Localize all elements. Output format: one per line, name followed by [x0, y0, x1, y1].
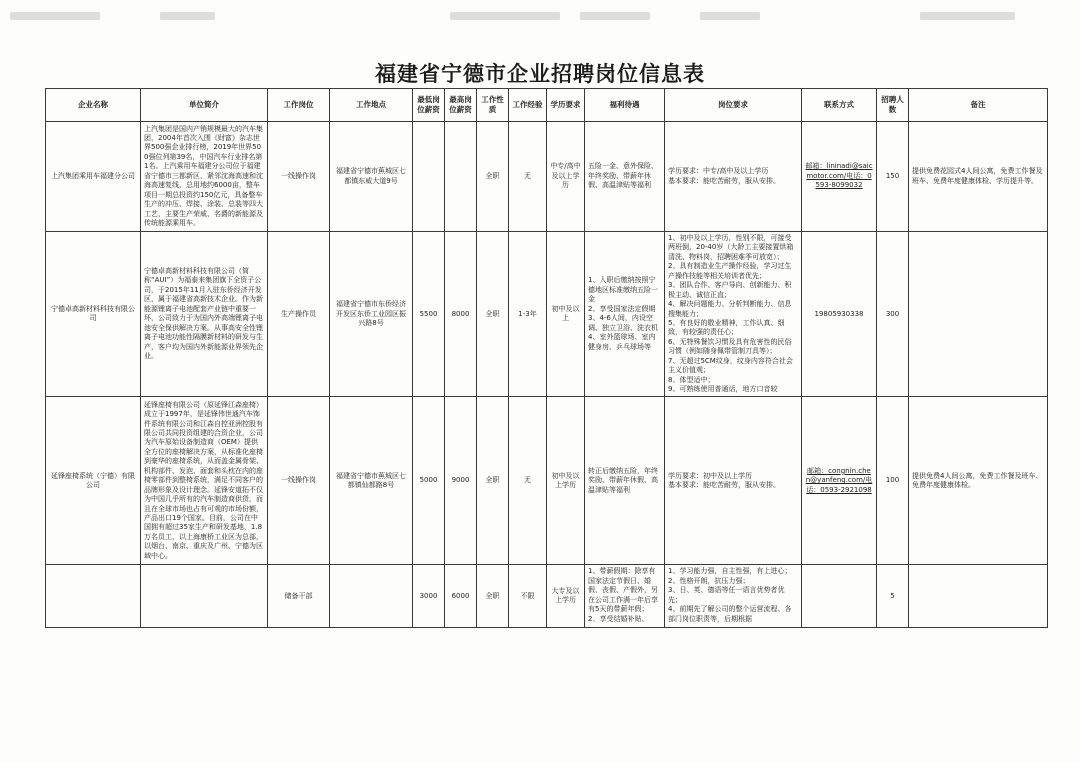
company-cell: 延锋座椅系统（宁德）有限公司 — [46, 397, 141, 565]
contact-cell: 19805930338 — [802, 232, 877, 397]
position-cell: 储备干部 — [268, 565, 330, 628]
headcount-cell: 150 — [877, 122, 909, 232]
min-salary-cell: 5000 — [413, 397, 445, 565]
max-salary-cell: 6000 — [445, 565, 477, 628]
nature-cell: 全职 — [477, 565, 509, 628]
header-cell: 最低岗位薪资 — [413, 89, 445, 122]
experience-cell: 无 — [509, 122, 547, 232]
header-cell: 工作经验 — [509, 89, 547, 122]
header-cell: 工作地点 — [330, 89, 413, 122]
headcount-cell: 300 — [877, 232, 909, 397]
nature-cell: 全职 — [477, 122, 509, 232]
education-cell: 中专/高中及以上学历 — [547, 122, 585, 232]
header-cell: 工作岗位 — [268, 89, 330, 122]
table-row — [46, 565, 1048, 628]
education-cell: 初中及以上学历 — [547, 397, 585, 565]
header-cell: 学历要求 — [547, 89, 585, 122]
header-row — [46, 89, 1048, 122]
headcount-cell: 5 — [877, 565, 909, 628]
position-cell: 生产操作员 — [268, 232, 330, 397]
intro-cell: 宁德卓高新材料科技有限公司（简称“AUI”）为福泰来集团旗下全资子公司，于2015年11月入驻东侨经济开发区，属于福建省高新技术企业。作为新能源锂离子电池配套产业链中重要一环，公司致力于为国内外高端锂离子电池安全保供解决方案。从事高安全性锂离子电池功能性隔膜新材料的研发与生产，客户均为国内外新能源业界领先企业。 — [141, 232, 268, 397]
company-cell: 上汽集团乘用车福建分公司 — [46, 122, 141, 232]
notes-cell: 提供免费4人间公寓，免费工作餐及班车、免费年度健康体检。 — [909, 397, 1048, 565]
header-cell: 单位简介 — [141, 89, 268, 122]
requirements-cell: 学历要求：中专/高中及以上学历 基本要求：能吃苦耐劳，服从安排。 — [665, 122, 802, 232]
header-cell: 福利待遇 — [585, 89, 665, 122]
notes-cell — [909, 565, 1048, 628]
header-cell: 工作性质 — [477, 89, 509, 122]
header-cell: 联系方式 — [802, 89, 877, 122]
position-cell: 一线操作岗 — [268, 122, 330, 232]
min-salary-cell — [413, 122, 445, 232]
header-cell: 最高岗位薪资 — [445, 89, 477, 122]
intro-cell: 延锋座椅有限公司（原延锋江森座椅）成立于1997年，是延锋伟世通汽车饰件系统有限公司和江森自控亚洲控股有限公司共同投资组建的合资企业，公司为汽车原始设备制造商（OEM）提供全方位的座椅解决方案，从标准化座椅到豪华的座椅系统，从而盖金属骨架、机构部件、发泡、面套和头枕在内的座椅零部件到整椅系统，满足不同客户的品牌形象及设计理念。延锋安道拓不仅为中国几乎所有的汽车制造商供货，而且在全球市场也占有可观的市场份额，产品出口19个国家。目前，公司在中国拥有超过35家生产和研发基地，1.8万名员工，以上海康桥工业区为总部，以烟台、南京、重庆及广州、宁德为区域中心。 — [141, 397, 268, 565]
nature-cell: 全职 — [477, 232, 509, 397]
benefits-cell: 五险一金、意外保险、年终奖励、带薪年休假、高温津贴等福利 — [585, 122, 665, 232]
position-cell: 一线操作岗 — [268, 397, 330, 565]
document-title: 福建省宁德市企业招聘岗位信息表 — [375, 61, 705, 86]
experience-cell: 不限 — [509, 565, 547, 628]
header-cell: 岗位要求 — [665, 89, 802, 122]
header-cell: 企业名称 — [46, 89, 141, 122]
max-salary-cell: 8000 — [445, 232, 477, 397]
contact-cell — [802, 565, 877, 628]
headcount-cell: 100 — [877, 397, 909, 565]
benefits-cell: 1、带薪假期：除享有国家法定节假日、婚假、丧假、产假外，另在公司工作满一年后享有5天的带薪年假； 2、享受结婚补贴、 — [585, 565, 665, 628]
requirements-cell: 1、学习能力强，自主性强，有上进心； 2、性格开朗，抗压力强； 3、日、英、德语等任一语言优势者优先； 4、前期先了解公司的整个运营流程、各部门岗位职责等，后期根据 — [665, 565, 802, 628]
requirements-cell: 学历要求：初中及以上学历 基本要求：能吃苦耐劳，服从安排。 — [665, 397, 802, 565]
location-cell: 福建省宁德市蕉城区七都镇东威大道9号 — [330, 122, 413, 232]
benefits-cell: 1、入职后缴纳按照宁德地区标准缴纳五险一金 2、享受国家法定假期 3、4-6人间，内设空调、独立卫浴、洗衣机 4、室外篮球场、室内健身房、乒乓球场等 — [585, 232, 665, 397]
header-cell: 备注 — [909, 89, 1048, 122]
job-table — [45, 88, 1048, 628]
nature-cell: 全职 — [477, 397, 509, 565]
location-cell — [330, 565, 413, 628]
scan-artifacts — [0, 0, 1080, 30]
min-salary-cell: 3000 — [413, 565, 445, 628]
max-salary-cell — [445, 122, 477, 232]
experience-cell: 1-3年 — [509, 232, 547, 397]
max-salary-cell: 9000 — [445, 397, 477, 565]
min-salary-cell: 5500 — [413, 232, 445, 397]
table-row — [46, 397, 1048, 565]
company-cell: 宁德卓高新材料科技有限公司 — [46, 232, 141, 397]
table-row — [46, 232, 1048, 397]
intro-cell — [141, 565, 268, 628]
benefits-cell: 转正后缴纳五险，年终奖励、带薪年休假、高温津贴等福利 — [585, 397, 665, 565]
notes-cell: 提供免费花园式4人间公寓，免费工作餐及班车、免费年度健康体检、学历提升等。 — [909, 122, 1048, 232]
table-row — [46, 122, 1048, 232]
location-cell: 福建省宁德市东侨经济开发区东侨工业园区振兴路8号 — [330, 232, 413, 397]
contact-cell: 邮箱：congnin.chen@yanfeng.com/电话：0593-2921098 — [802, 397, 877, 565]
education-cell: 大专及以上学历 — [547, 565, 585, 628]
education-cell: 初中及以上 — [547, 232, 585, 397]
company-cell — [46, 565, 141, 628]
notes-cell — [909, 232, 1048, 397]
experience-cell: 无 — [509, 397, 547, 565]
header-cell: 招聘人数 — [877, 89, 909, 122]
location-cell: 福建省宁德市蕉城区七都镇仙都路8号 — [330, 397, 413, 565]
contact-cell: 邮箱：lininadi@saicmotor.com/电话：0593-8099032 — [802, 122, 877, 232]
requirements-cell: 1、初中及以上学历，性别不限，可接受两班倒，20-40岁（大龄工主要接置烘箱清洗、物料岗，招聘困难季可放宽）； 2、具有制造业生产操作经验，学习过生产操作技能等相关培训者优先； 3、团队合作、客户导向、创新能力、积极主动、诚信正直； 4、解决问题能力、分析判断能力、信息搜集能力； 5、有良好的敬业精神，工作认真、细致，有较强的责任心； 6、无特殊餐饮习惯及具有危害性的民俗习惯（例如随身佩带管制刀具等）； 7、无超过5CM纹身，纹身内容符合社会主义价值观； 8、体型适中； 9、可熟练使用普通话，地方口音较 — [665, 232, 802, 397]
intro-cell: 上汽集团是国内产销规模最大的汽车集团，2004年首次入围《财富》杂志世界500强企业排行榜，2019年世界500强位列第39名，中国汽车行业排名第1名。上汽乘用车福建分公司位于福建省宁德市三都新区，紧邻沈海高速和沈海高速复线，总用地约6000亩，整车项目一期总投资约150亿元，具备整车生产的冲压、焊接、涂装、总装等四大工艺，主要生产荣威、名爵的新能源及传统能源乘用车。 — [141, 122, 268, 232]
